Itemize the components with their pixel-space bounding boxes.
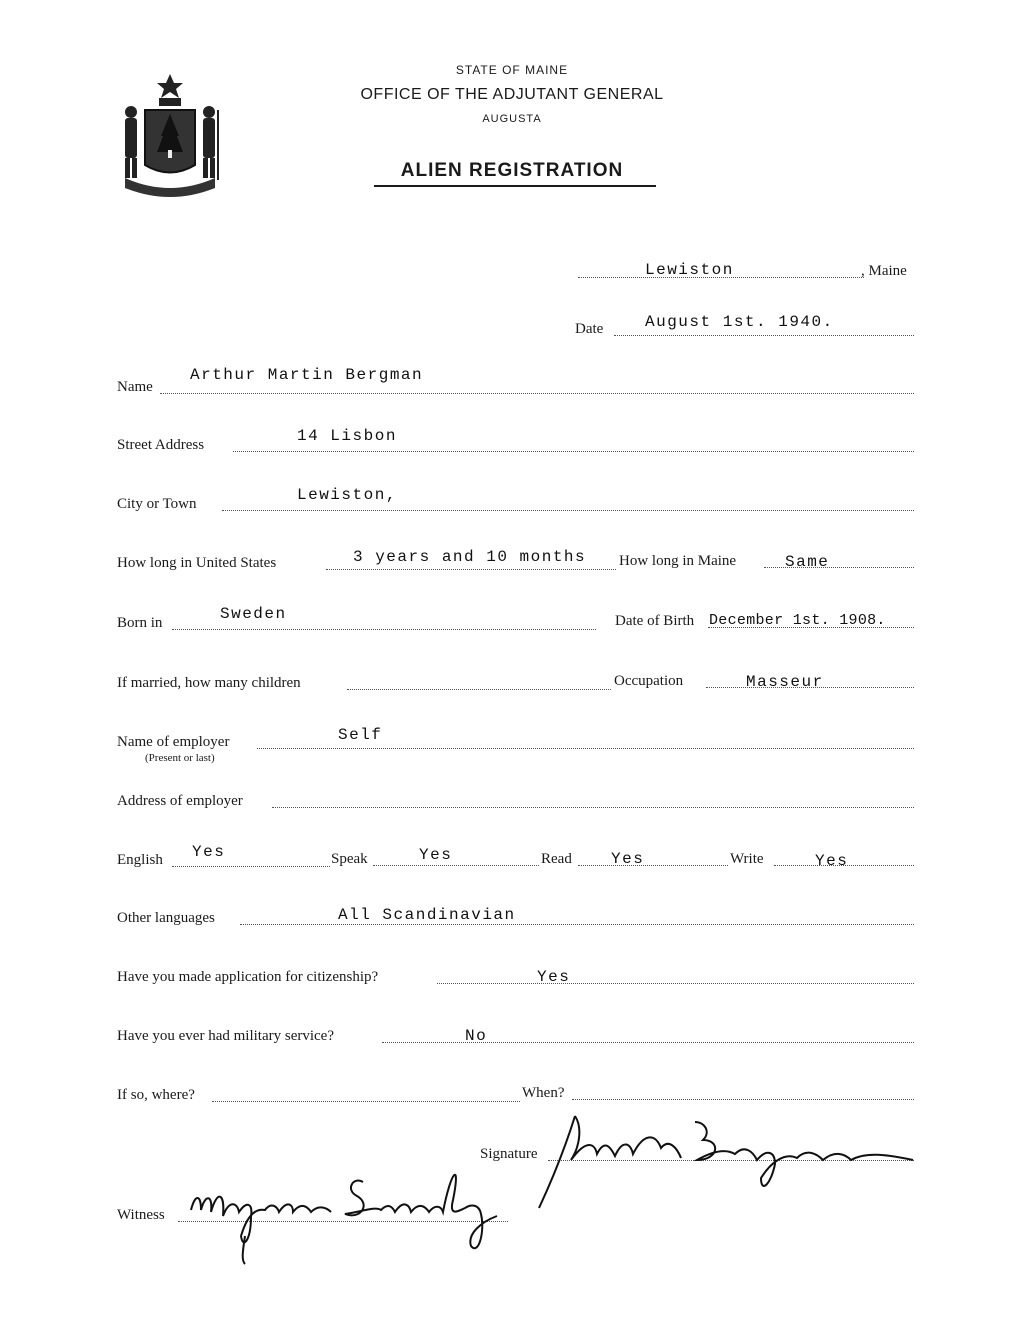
military-label: Have you ever had military service? bbox=[117, 1028, 334, 1044]
occupation-label: Occupation bbox=[614, 673, 684, 689]
where-line bbox=[212, 1101, 520, 1102]
state-heading: STATE OF MAINE bbox=[455, 63, 569, 77]
military-value: No bbox=[465, 1027, 488, 1045]
read-line bbox=[578, 865, 728, 866]
how-long-us-label: How long in United States bbox=[117, 555, 277, 571]
seal-motto: MAINE bbox=[154, 180, 186, 189]
name-line bbox=[160, 393, 914, 394]
employer-sublabel: (Present or last) bbox=[145, 752, 215, 764]
speak-label: Speak bbox=[331, 851, 368, 867]
how-long-maine-label: How long in Maine bbox=[619, 553, 737, 569]
employer-line bbox=[257, 748, 914, 749]
date-label: Date bbox=[575, 321, 604, 337]
born-in-label: Born in bbox=[117, 615, 163, 631]
citizenship-line bbox=[437, 983, 914, 984]
city-line bbox=[222, 510, 914, 511]
name-value: Arthur Martin Bergman bbox=[190, 366, 424, 384]
military-line bbox=[382, 1042, 914, 1043]
how-long-us-line bbox=[326, 569, 616, 570]
english-value: Yes bbox=[192, 843, 226, 861]
other-languages-value: All Scandinavian bbox=[338, 906, 516, 924]
place-suffix: , Maine bbox=[861, 263, 907, 279]
street-value: 14 Lisbon bbox=[297, 427, 397, 445]
dob-value: December 1st. 1908. bbox=[709, 612, 886, 629]
witness-handwriting bbox=[185, 1160, 515, 1275]
title-underline bbox=[374, 185, 656, 187]
office-heading: OFFICE OF THE ADJUTANT GENERAL bbox=[360, 86, 664, 103]
signature-label: Signature bbox=[480, 1146, 538, 1162]
street-label: Street Address bbox=[117, 437, 205, 453]
occupation-value: Masseur bbox=[746, 673, 824, 691]
read-label: Read bbox=[541, 851, 572, 867]
other-languages-label: Other languages bbox=[117, 910, 215, 926]
children-line bbox=[347, 689, 611, 690]
when-line bbox=[572, 1099, 914, 1100]
city-value: Lewiston, bbox=[297, 486, 397, 504]
city-label: City or Town bbox=[117, 496, 197, 512]
employer-label: Name of employer bbox=[117, 734, 230, 750]
when-label: When? bbox=[522, 1085, 565, 1101]
read-value: Yes bbox=[611, 850, 645, 868]
speak-line bbox=[373, 865, 539, 866]
where-label: If so, where? bbox=[117, 1087, 195, 1103]
other-languages-line bbox=[240, 924, 914, 925]
how-long-us-value: 3 years and 10 months bbox=[353, 548, 587, 566]
citizenship-label: Have you made application for citizenship? bbox=[117, 969, 379, 985]
place-value: Lewiston bbox=[645, 261, 734, 279]
employer-address-label: Address of employer bbox=[117, 793, 243, 809]
speak-value: Yes bbox=[419, 846, 453, 864]
english-label: English bbox=[117, 852, 163, 868]
english-line bbox=[172, 866, 330, 867]
street-line bbox=[233, 451, 914, 452]
name-label: Name bbox=[117, 379, 153, 395]
employer-value: Self bbox=[338, 726, 383, 744]
how-long-maine-value: Same bbox=[785, 553, 830, 571]
witness-label: Witness bbox=[117, 1207, 165, 1223]
dob-label: Date of Birth bbox=[615, 613, 695, 629]
write-value: Yes bbox=[815, 852, 849, 870]
citizenship-value: Yes bbox=[537, 968, 571, 986]
write-label: Write bbox=[730, 851, 764, 867]
date-line bbox=[614, 335, 914, 336]
city-heading: AUGUSTA bbox=[482, 113, 542, 125]
signature-handwriting bbox=[535, 1108, 915, 1223]
form-title: ALIEN REGISTRATION bbox=[400, 160, 624, 181]
children-label: If married, how many children bbox=[117, 675, 301, 691]
date-value: August 1st. 1940. bbox=[645, 313, 834, 331]
born-in-line bbox=[172, 629, 596, 630]
born-in-value: Sweden bbox=[220, 605, 287, 623]
employer-address-line bbox=[272, 807, 914, 808]
